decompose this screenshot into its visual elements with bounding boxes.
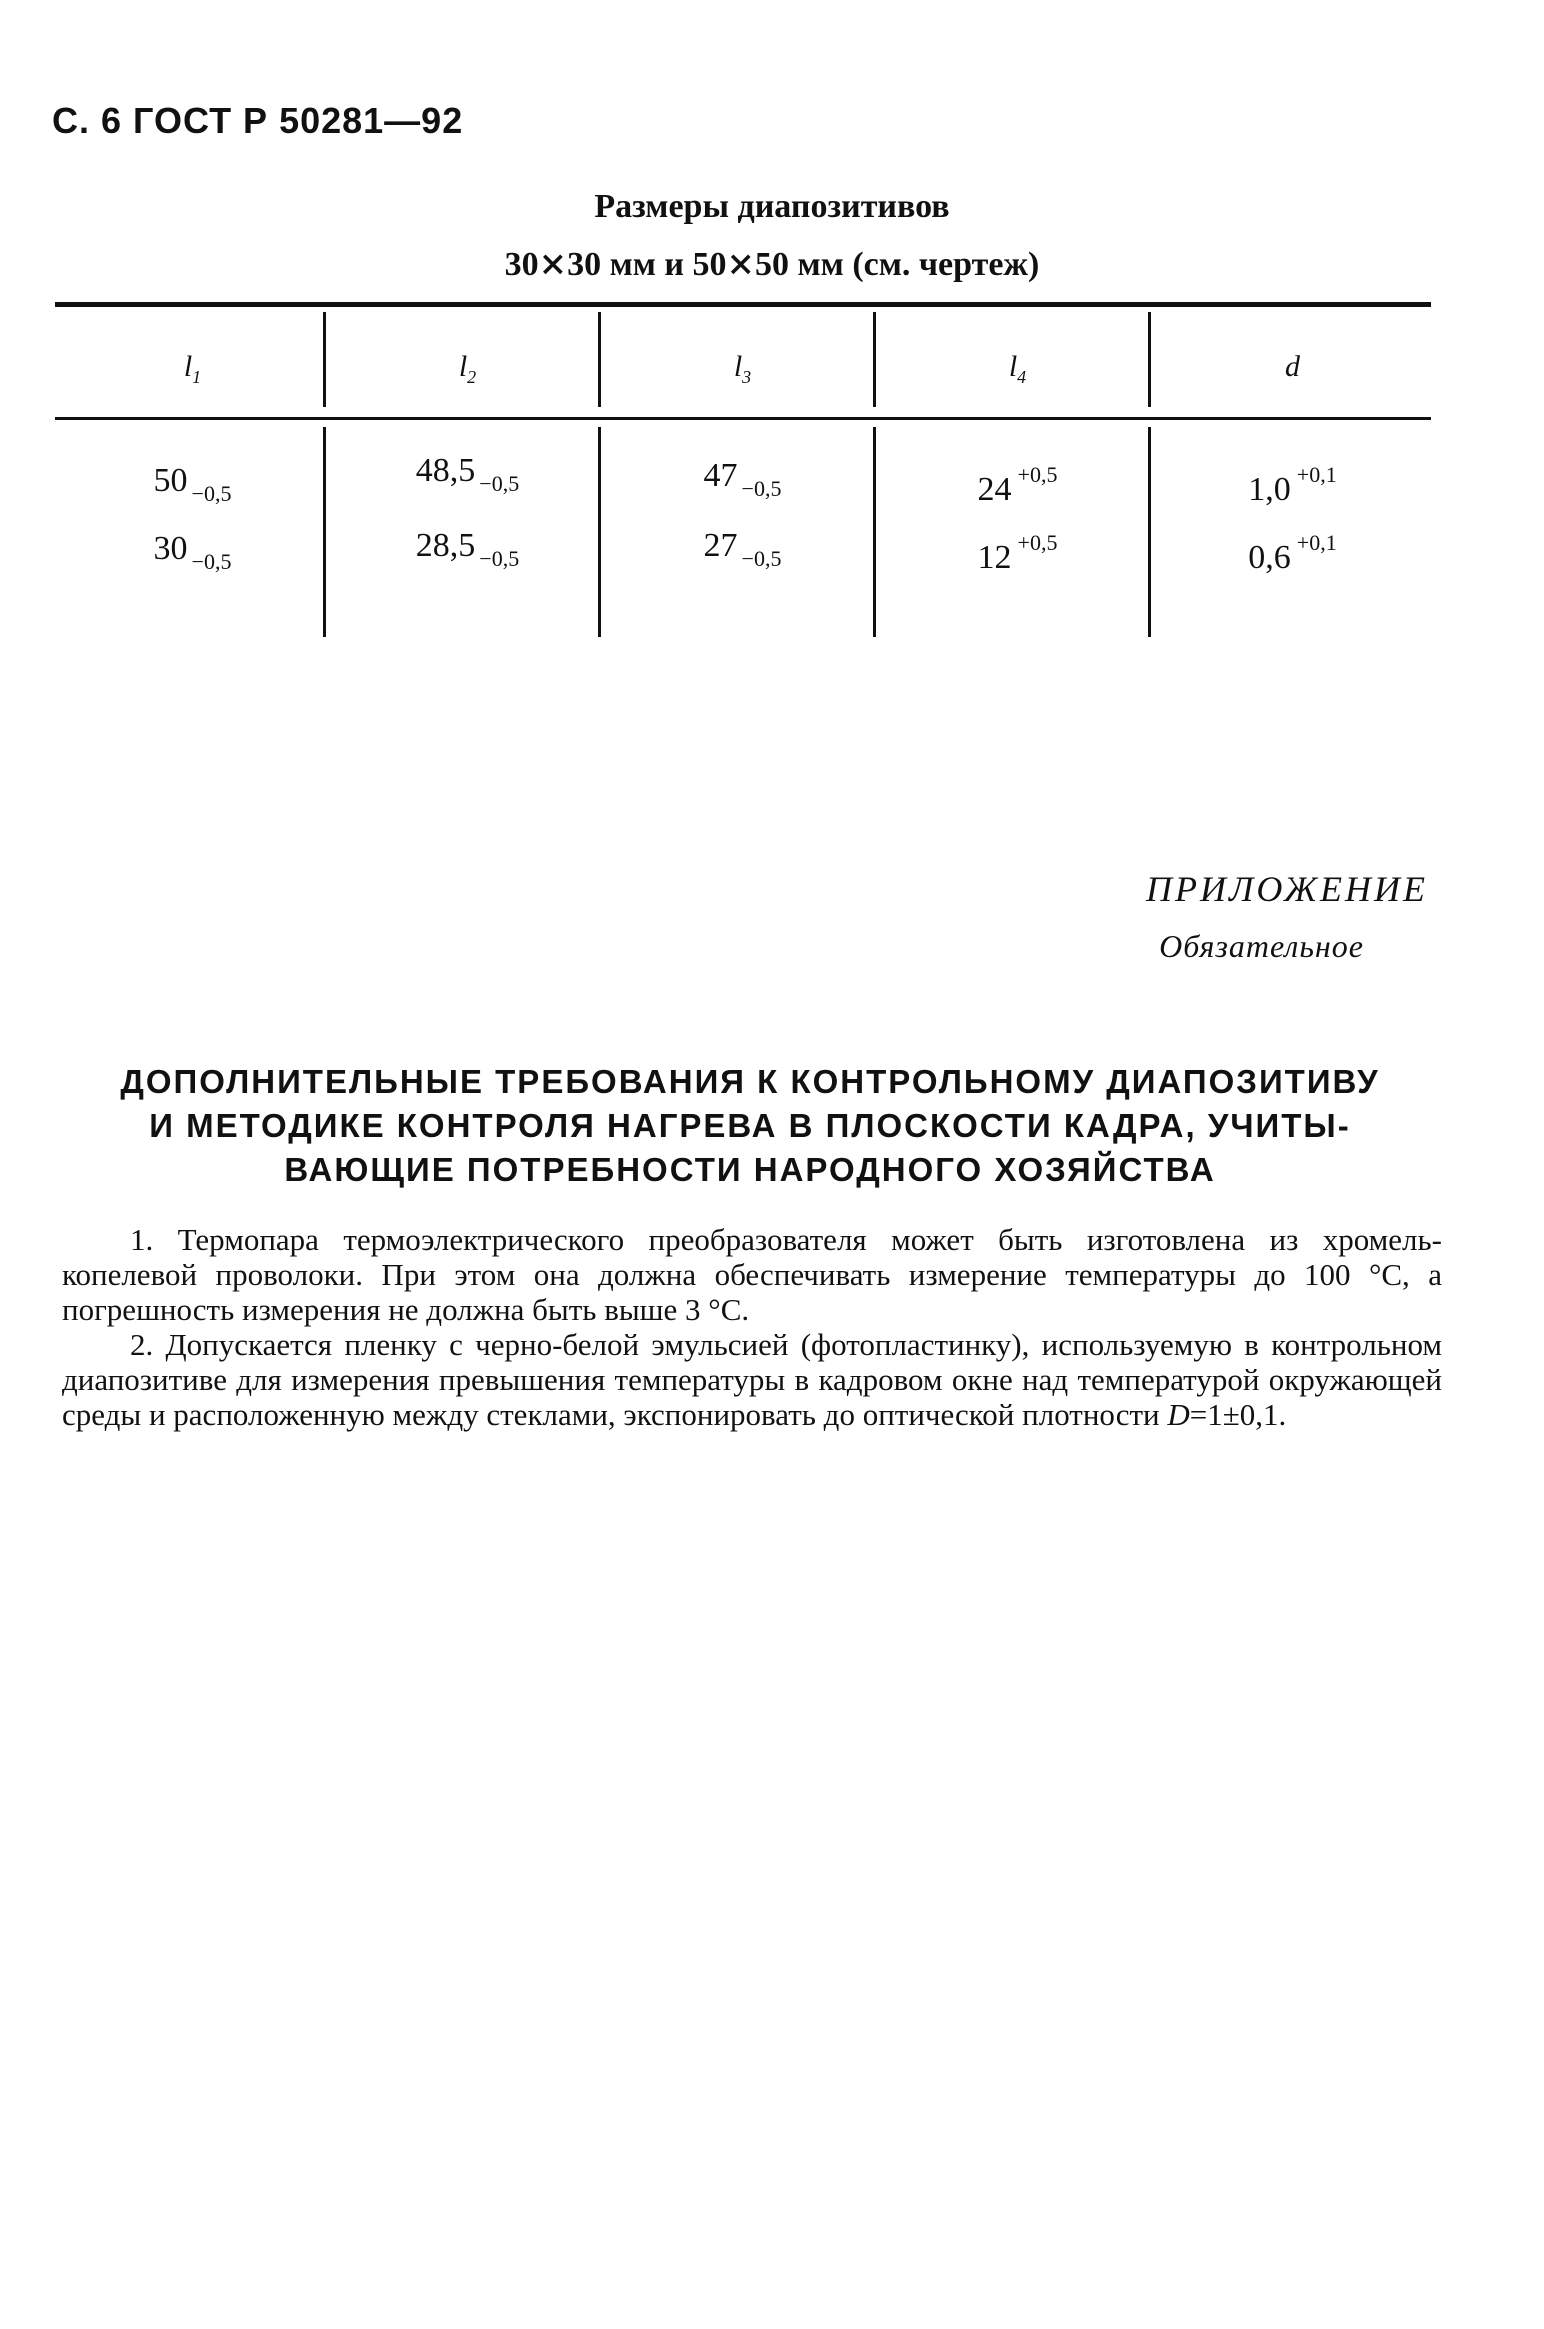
table-cell: 1,0 $^{+0,1}$: [1248, 462, 1337, 508]
section-title-line: ДОПОЛНИТЕЛЬНЫЕ ТРЕБОВАНИЯ К КОНТРОЛЬНОМУ ДИАПОЗИТИВУ: [120, 1063, 1380, 1100]
appendix-type: Обязательное: [1159, 928, 1364, 964]
page-header: С. 6 ГОСТ Р 50281—92: [52, 100, 464, 141]
table-cell: 47 $_{-0,5}$: [703, 457, 782, 501]
column-header-d: d: [1285, 350, 1300, 383]
table-cell: 12 $^{+0,5}$: [977, 530, 1058, 576]
table-cell: 48,5 $_{-0,5}$: [415, 452, 520, 496]
density-value: =1±0,1.: [1189, 1397, 1287, 1432]
column-header-l1: $l_1$: [183, 350, 202, 387]
column-header-l2: $l_2$: [458, 350, 477, 387]
appendix-label: ПРИЛОЖЕНИЕ: [1146, 869, 1428, 909]
section-title: [55, 1060, 1445, 1192]
column-header-l3: $l_3$: [733, 350, 752, 387]
table-cell: 0,6 $^{+0,1}$: [1248, 530, 1337, 576]
table-caption-subtitle: 30⨯30 мм и 50⨯50 мм (см. чертеж): [504, 246, 1040, 283]
table-cell: 50 $_{-0,5}$: [153, 462, 232, 506]
paragraph-2-text: 2. Допускается пленку с черно-белой эмульсией (фотопластинку), используемую в контрольном диапозитиве для измерения превышения температуры в кадровом окне над температурой окружающей среды и расположенную между стеклами, экспонировать до оптической плотности: [62, 1327, 1442, 1432]
section-title-line: ВАЮЩИЕ ПОТРЕБНОСТИ НАРОДНОГО ХОЗЯЙСТВА: [284, 1151, 1216, 1188]
table-cell: 24 $^{+0,5}$: [977, 462, 1058, 508]
column-header-l4: $l_4$: [1008, 350, 1027, 387]
paragraph-2: [62, 1327, 1442, 1432]
table-cell: 28,5 $_{-0,5}$: [415, 527, 520, 571]
table-caption-title: Размеры диапозитивов: [594, 188, 950, 225]
table-header-rule: [55, 417, 1431, 420]
body-text: [62, 1222, 1442, 1432]
section-title-line: И МЕТОДИКЕ КОНТРОЛЯ НАГРЕВА В ПЛОСКОСТИ КАДРА, УЧИТЫ-: [149, 1107, 1351, 1144]
table-cell: 27 $_{-0,5}$: [703, 527, 782, 571]
table-top-rule: [55, 302, 1431, 307]
density-symbol: D: [1167, 1397, 1190, 1432]
table-cell: 30 $_{-0,5}$: [153, 530, 232, 574]
paragraph-1: 1. Термопара термоэлектрического преобразователя может быть изготовлена из хромель-копелевой проволоки. При этом она должна обеспечивать измерение температуры до 100 °С, а погрешность измерения не должна быть выше 3 °С.: [62, 1222, 1442, 1327]
